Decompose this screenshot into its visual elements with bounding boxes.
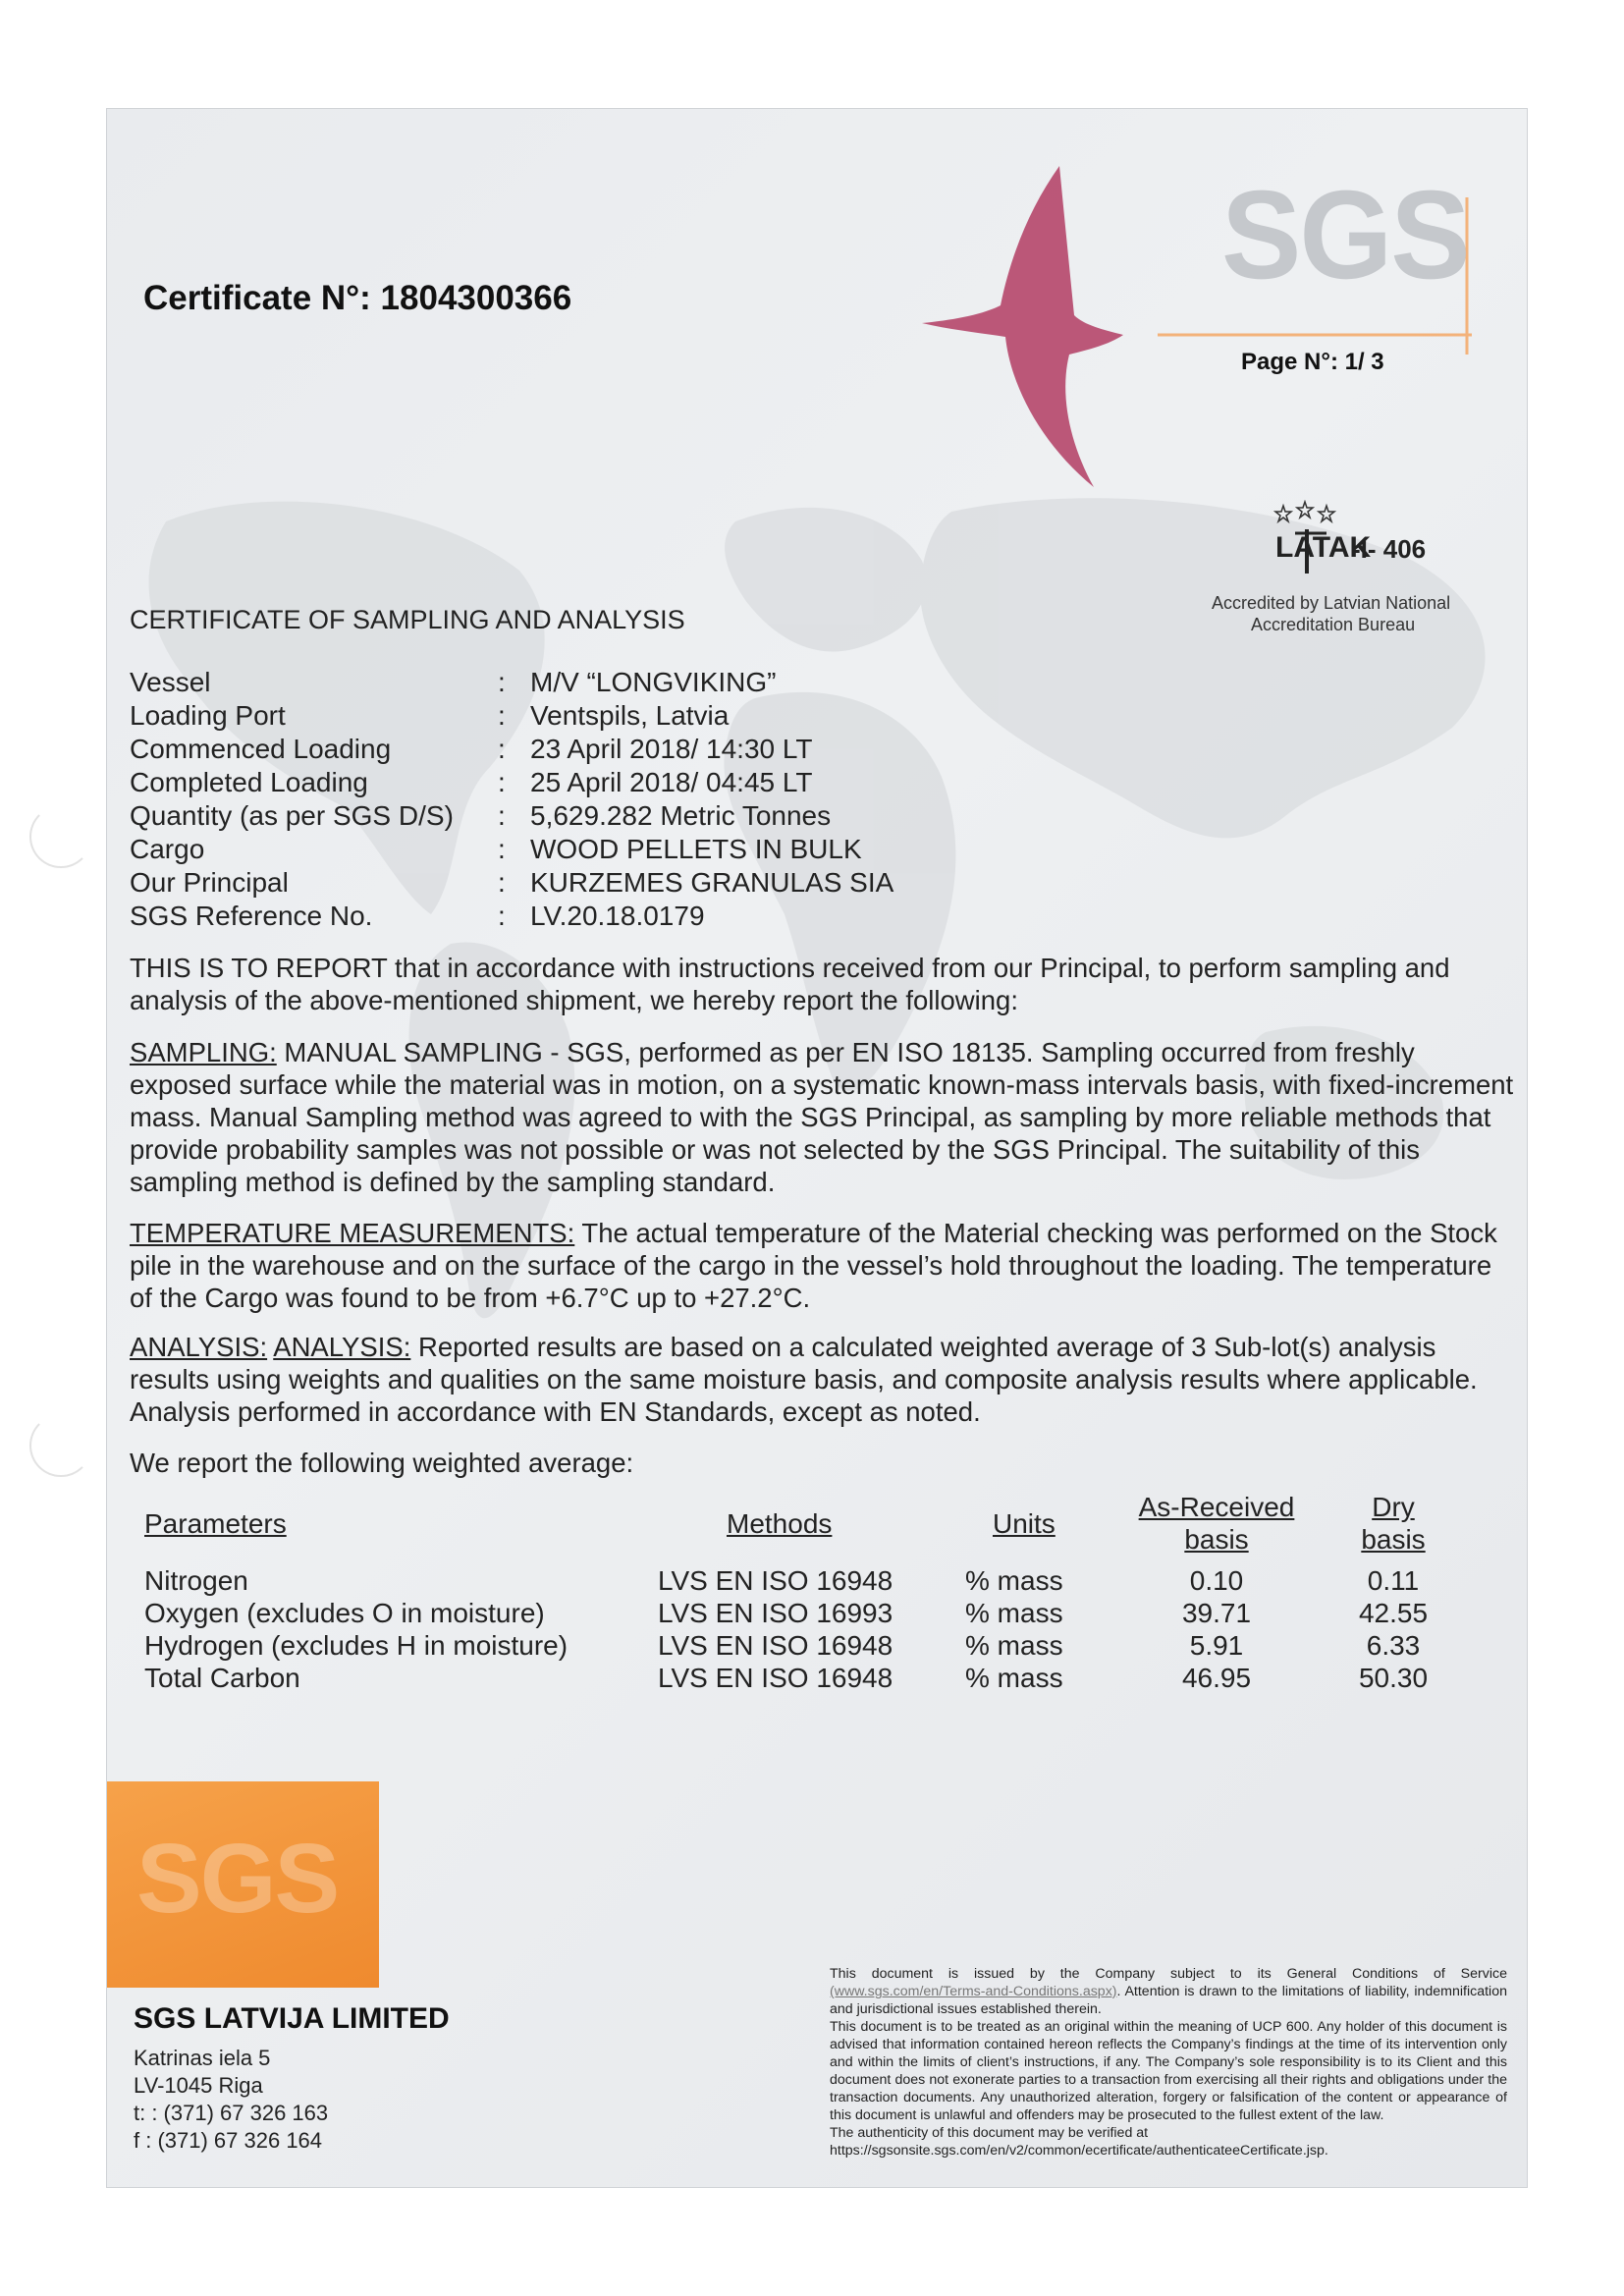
accreditation-number: -I- 406 [1352, 534, 1427, 564]
header-dry-line2: basis [1361, 1524, 1426, 1555]
verification-url[interactable]: https://sgsonsite.sgs.com/en/v2/common/ecertificate/authenticateeCertificate.jsp. [830, 2143, 1328, 2159]
cell-unit: % mass [965, 1565, 1063, 1596]
cell-unit: % mass [965, 1598, 1063, 1628]
cell-as-received: 39.71 [1181, 1598, 1252, 1628]
cell-parameter: Total Carbon [144, 1663, 300, 1693]
info-value: KURZEMES GRANULAS SIA [530, 867, 894, 898]
temperature-heading: TEMPERATURE MEASUREMENTS: [130, 1218, 575, 1248]
cell-method: LVS EN ISO 16948 [658, 1565, 893, 1596]
info-value: 5,629.282 Metric Tonnes [530, 800, 832, 831]
info-value: M/V “LONGVIKING” [530, 667, 777, 697]
certificate-sheet [106, 108, 1528, 2188]
info-value: 25 April 2018/ 04:45 LT [530, 767, 813, 797]
info-colon: : [498, 734, 506, 764]
company-name: SGS LATVIJA LIMITED [134, 2002, 450, 2035]
info-label: Commenced Loading [130, 734, 392, 764]
info-label: Vessel [130, 667, 211, 697]
info-label: Quantity (as per SGS D/S) [130, 800, 454, 831]
sampling-heading: SAMPLING: [130, 1037, 277, 1067]
accreditation-text-line1: Accredited by Latvian National [1212, 593, 1451, 613]
info-colon: : [498, 867, 506, 898]
legal-disclaimer [830, 1965, 1507, 2159]
cell-dry: 50.30 [1358, 1663, 1429, 1693]
info-value: Ventspils, Latvia [530, 700, 730, 731]
latak-logo-text: LATAK [1275, 531, 1372, 564]
cell-method: LVS EN ISO 16948 [658, 1630, 893, 1661]
analysis-heading: ANALYSIS: [130, 1332, 268, 1362]
cell-method: LVS EN ISO 16948 [658, 1663, 893, 1693]
cell-unit: % mass [965, 1630, 1063, 1661]
address-line: LV-1045 Riga [134, 2073, 263, 2098]
info-label: Loading Port [130, 700, 286, 731]
info-value: LV.20.18.0179 [530, 901, 705, 931]
cell-dry: 42.55 [1358, 1598, 1429, 1628]
page-number: Page N°: 1/ 3 [1241, 349, 1384, 375]
cell-as-received: 46.95 [1181, 1663, 1252, 1693]
address-line: Katrinas iela 5 [134, 2046, 271, 2070]
sgs-logo-text-top: SGS [1221, 164, 1469, 305]
sampling-paragraph [130, 1036, 1514, 1198]
terms-link[interactable]: (www.sgs.com/en/Terms-and-Conditions.aspx) [830, 1984, 1117, 1999]
disclaimer-text: . Attention is drawn to the limitations of liability, indemnification and jurisdictional issues established therein. [830, 1984, 1507, 2017]
info-colon: : [498, 700, 506, 731]
sampling-text: MANUAL SAMPLING - SGS, performed as per EN ISO 18135. Sampling occurred from freshly exposed surface while the material was in motion, on a systematic known-mass intervals basis, with fixed-increment mass. Manual Sampling method was agreed to with the SGS Principal, as sampling by more reliable methods that provide probability samples was not possible or was not selected by the SGS Principal. The suitability of this sampling method is defined by the sampling standard. [130, 1037, 1514, 1197]
temperature-text: The actual temperature of the Material checking was performed on the Stock pile in the warehouse and on the surface of the cargo in the vessel’s hold throughout the loading. The temperature of the Cargo was found to be from +6.7°C up to +27.2°C. [130, 1218, 1497, 1313]
temperature-paragraph [130, 1217, 1514, 1314]
header-as-received-line1: As-Received [1138, 1492, 1295, 1522]
cell-unit: % mass [965, 1663, 1063, 1693]
info-label: Cargo [130, 834, 205, 864]
info-colon: : [498, 767, 506, 797]
phone-line: t: : (371) 67 326 163 [134, 2101, 329, 2125]
cell-parameter: Oxygen (excludes O in moisture) [144, 1598, 545, 1628]
info-colon: : [498, 901, 506, 931]
header-units: Units [993, 1508, 1056, 1539]
cell-as-received: 0.10 [1189, 1565, 1244, 1596]
header-dry-line1: Dry [1372, 1492, 1415, 1522]
header-parameters: Parameters [144, 1508, 287, 1539]
analysis-text: Reported results are based on a calculated weighted average of 3 Sub-lot(s) analysis results using weights and qualities on the same moisture basis, and composite analysis results where applicable. Analysis performed in accordance with EN Standards, except as noted. [130, 1332, 1478, 1427]
info-value: WOOD PELLETS IN BULK [530, 834, 862, 864]
info-label: Completed Loading [130, 767, 368, 797]
cell-parameter: Nitrogen [144, 1565, 248, 1596]
hole-punch-mark-bottom [29, 1414, 92, 1477]
analysis-paragraph [130, 1331, 1514, 1428]
disclaimer-text: This document is to be treated as an original within the meaning of UCP 600. Any holder of this document is advised that information contained hereon reflects the Company’s findings at the time of its intervention only and within the limits of client’s instructions, if any. The Company’s sole responsibility is to its Client and this document does not exonerate parties to a transaction from exercising all their rights and obligations under the transaction documents. Any unauthorized alteration, forgery or falsification of the content or appearance of this document is unlawful and offenders may be prosecuted to the fullest extent of the law. [830, 2019, 1507, 2123]
header-methods: Methods [727, 1508, 833, 1539]
disclaimer-text: The authenticity of this document may be verified at [830, 2125, 1149, 2141]
sgs-logo-text-bottom: SGS [136, 1824, 339, 1934]
report-line: We report the following weighted average: [130, 1448, 634, 1478]
bird-emblem [912, 148, 1167, 502]
cell-as-received: 5.91 [1189, 1630, 1244, 1661]
fax-line: f : (371) 67 326 164 [134, 2128, 323, 2153]
info-colon: : [498, 800, 506, 831]
certificate-number: Certificate N°: 1804300366 [143, 279, 572, 317]
cell-method: LVS EN ISO 16993 [658, 1598, 893, 1628]
cell-parameter: Hydrogen (excludes H in moisture) [144, 1630, 568, 1661]
intro-paragraph: THIS IS TO REPORT that in accordance with instructions received from our Principal, to perform sampling and analysis of the above-mentioned shipment, we hereby report the following: [130, 953, 1450, 1015]
info-label: Our Principal [130, 867, 289, 898]
accreditation-text-line2: Accreditation Bureau [1251, 615, 1416, 634]
info-label: SGS Reference No. [130, 901, 373, 931]
hole-punch-mark-top [29, 805, 92, 868]
info-value: 23 April 2018/ 14:30 LT [530, 734, 813, 764]
info-colon: : [498, 667, 506, 697]
analysis-heading-repeat: ANALYSIS: [273, 1332, 411, 1362]
info-colon: : [498, 834, 506, 864]
cell-dry: 0.11 [1367, 1565, 1420, 1596]
document-title: CERTIFICATE OF SAMPLING AND ANALYSIS [130, 605, 685, 634]
disclaimer-text: This document is issued by the Company subject to its General Conditions of Service [830, 1966, 1507, 1982]
header-as-received-line2: basis [1184, 1524, 1249, 1555]
cell-dry: 6.33 [1366, 1630, 1421, 1661]
